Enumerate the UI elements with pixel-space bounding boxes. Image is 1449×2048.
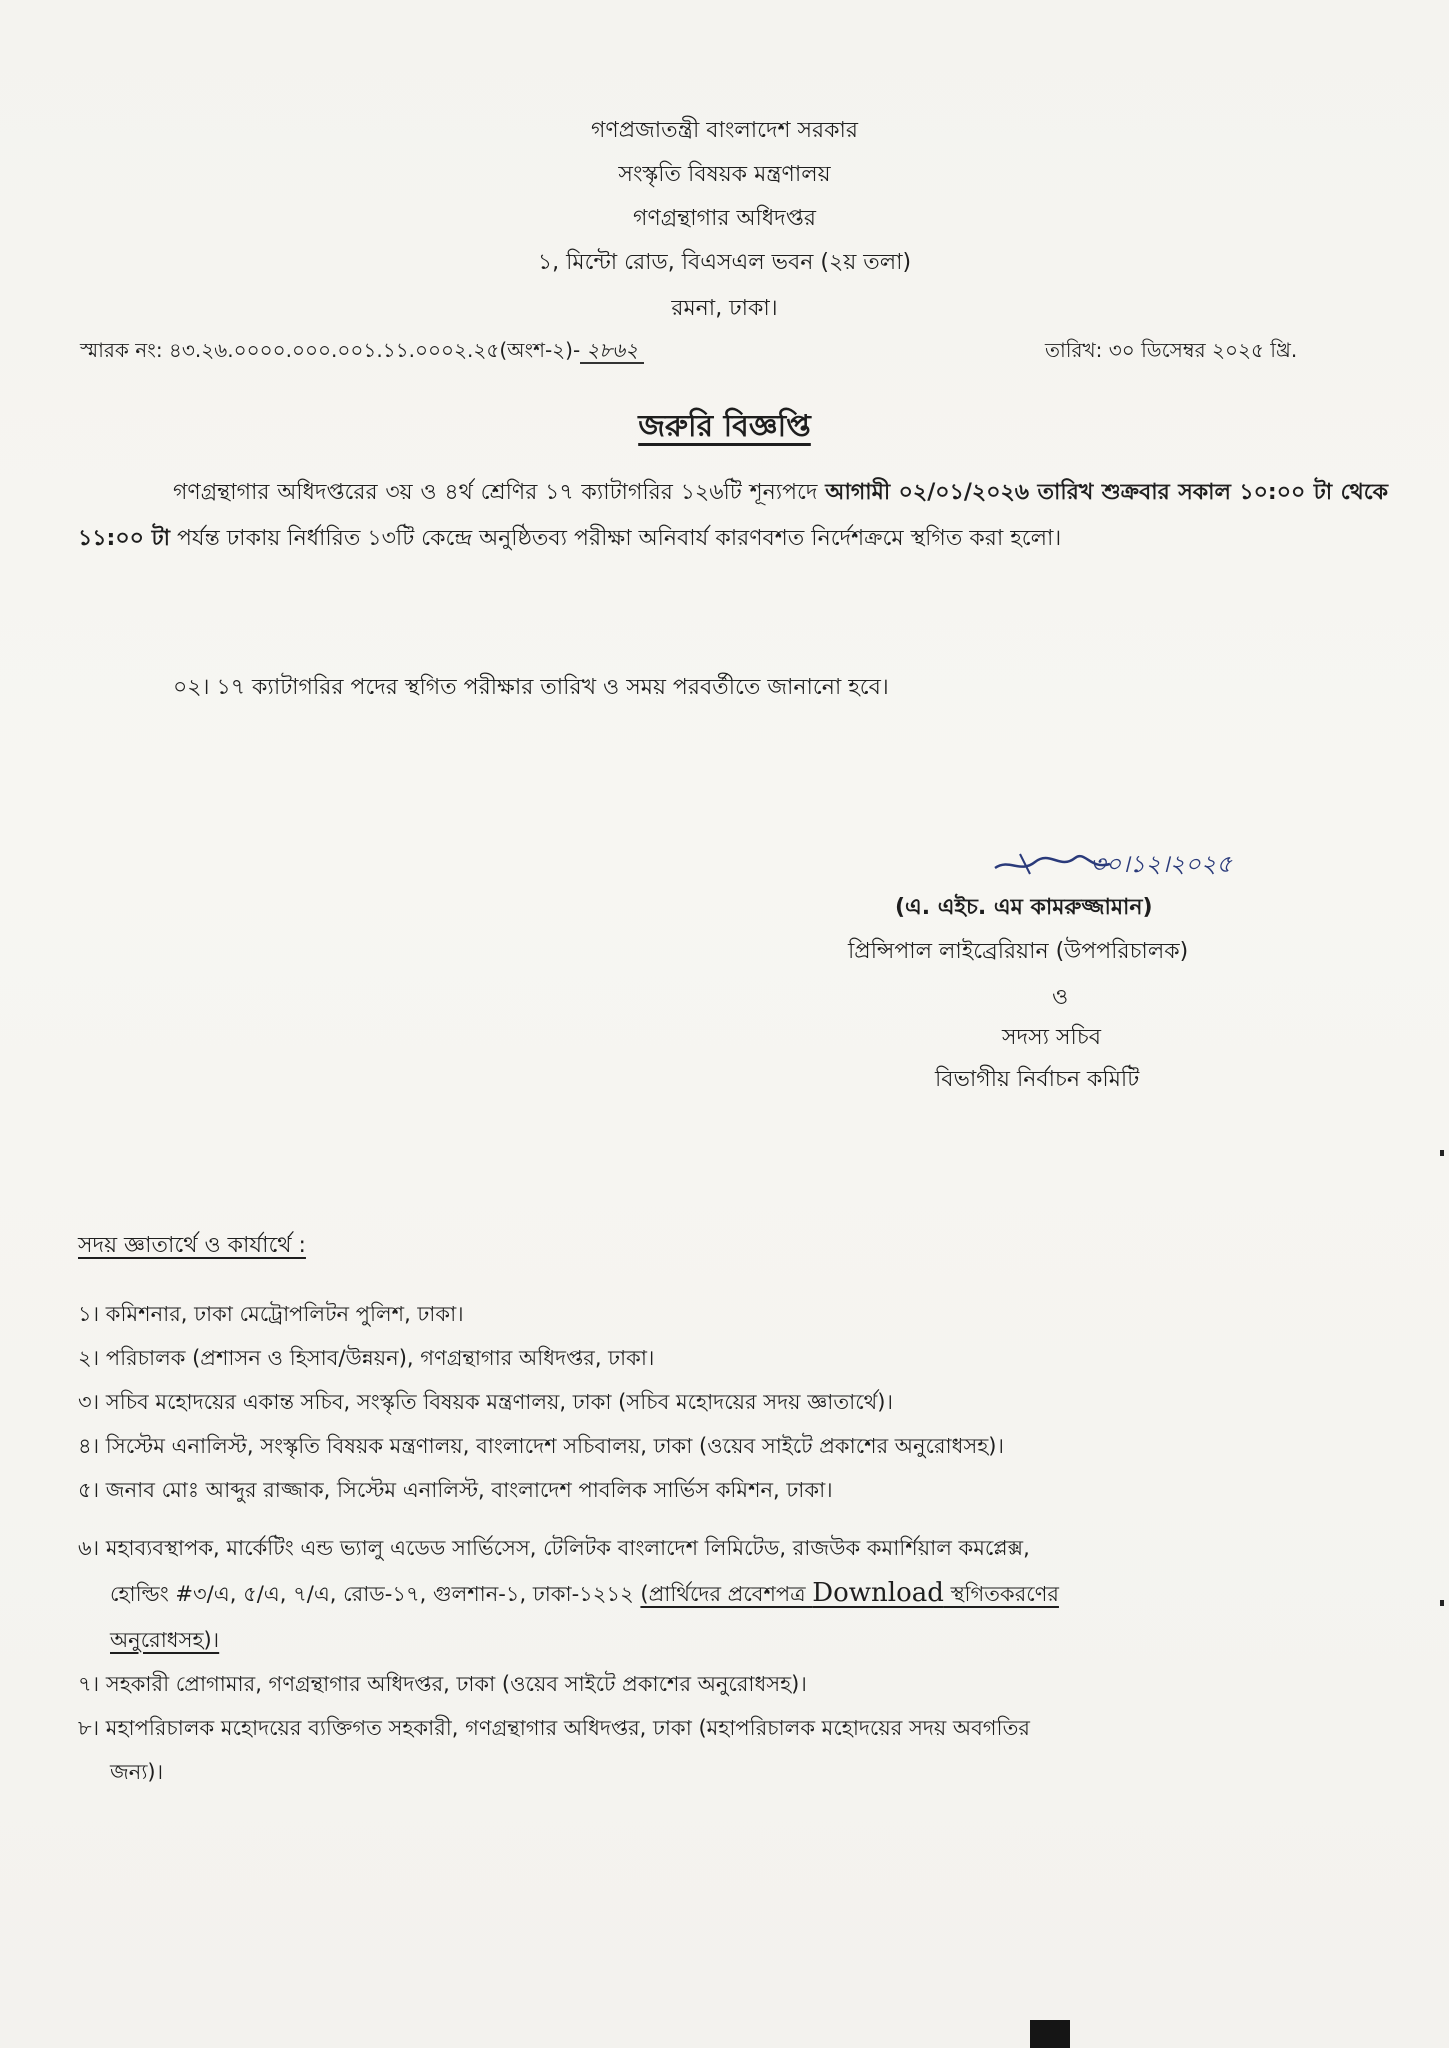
list-item: ১। কমিশনার, ঢাকা মেট্রোপলিটন পুলিশ, ঢাকা। [78, 1302, 464, 1326]
list-item-8-line-2: জন্য)। [110, 1760, 164, 1784]
item-6-download-word: Download [812, 1578, 944, 1608]
designation-conjunction: ও [1052, 985, 1069, 1010]
item-6-note-part-2: স্থগিতকরণের [943, 1582, 1059, 1606]
list-item: ৩। সচিব মহোদয়ের একান্ত সচিব, সংস্কৃতি বিষয়ক মন্ত্রণালয়, ঢাকা (সচিব মহোদয়ের সদয় জ্ঞাতার্থে)। [78, 1390, 893, 1414]
scan-mark [1440, 1600, 1444, 1606]
memo-number [80, 336, 644, 369]
scan-mark [1440, 1150, 1444, 1156]
list-item-6-line-1: ৬। মহাব্যবস্থাপক, মার্কেটিং এন্ড ভ্যালু এডেড সার্ভিসেস, টেলিটক বাংলাদেশ লিমিটেড, রাজউক কমার্শিয়াল কমপ্লেক্স, [78, 1536, 1030, 1560]
signatory-role: সদস্য সচিব [1002, 1025, 1101, 1050]
header-govt: গণপ্রজাতন্ত্রী বাংলাদেশ সরকার [590, 118, 859, 143]
item-6-note-part-1: (প্রার্থিদের প্রবেশপত্র [640, 1582, 813, 1606]
memo-number-text: স্মারক নং: ৪৩.২৬.০০০০.০০০.০০১.১১.০০০২.২৫(অংশ-২)- [80, 338, 581, 362]
exam-date-time: আগামী ০২/০১/২০২৬ তারিখ শুক্রবার সকাল ১০:০০ টা থেকে ১১:০০ টা [78, 480, 1388, 551]
header-department: গণগ্রন্থাগার অধিদপ্তর [633, 206, 816, 231]
memo-date: তারিখ: ৩০ ডিসেম্বর ২০২৫ খ্রি. [1045, 338, 1298, 362]
handwritten-memo-suffix: ২৮৬২ [580, 338, 644, 364]
distribution-heading: সদয় জ্ঞাতার্থে ও কার্যার্থে : [78, 1233, 306, 1258]
scan-edge-artifact [1030, 2020, 1070, 2048]
list-item: ৪। সিস্টেম এনালিস্ট, সংস্কৃতি বিষয়ক মন্ত্রণালয়, বাংলাদেশ সচিবালয়, ঢাকা (ওয়েব সাইটে প্রকাশের অনুরোধসহ)। [78, 1434, 1004, 1458]
paragraph-1-end: পর্যন্ত ঢাকায় নির্ধারিত ১৩টি কেন্দ্রে অনুষ্ঠিতব্য পরীক্ষা অনিবার্য কারণবশত নির্দেশক্রমে স্থগিত করা হলো। [169, 526, 1062, 551]
list-item: ৭। সহকারী প্রোগামার, গণগ্রন্থাগার অধিদপ্তর, ঢাকা (ওয়েব সাইটে প্রকাশের অনুরোধসহ)। [78, 1672, 807, 1696]
list-item-6-line-3: অনুরোধসহ)। [110, 1628, 220, 1652]
signatory-name: (এ. এইচ. এম কামরুজ্জামান) [895, 895, 1153, 920]
header-city: রমনা, ঢাকা। [671, 296, 778, 321]
list-item: ২। পরিচালক (প্রশাসন ও হিসাব/উন্নয়ন), গণগ্রন্থাগার অধিদপ্তর, ঢাকা। [78, 1346, 655, 1370]
header-ministry: সংস্কৃতি বিষয়ক মন্ত্রণালয় [618, 162, 831, 187]
item-6-address: হোল্ডিং #৩/এ, ৫/এ, ৭/এ, রোড-১৭, গুলশান-১, ঢাকা-১২১২ [110, 1582, 641, 1606]
body-paragraph-2: ০২। ১৭ ক্যাটাগরির পদের স্থগিত পরীক্ষার তারিখ ও সময় পরবর্তীতে জানানো হবে। [173, 675, 889, 700]
signatory-committee: বিভাগীয় নির্বাচন কমিটি [935, 1067, 1140, 1092]
paragraph-1-start: গণগ্রন্থাগার অধিদপ্তরের ৩য় ও ৪র্থ শ্রেণির ১৭ ক্যাটাগরির ১২৬টি শূন্যপদে [173, 480, 826, 505]
list-item: ৫। জনাব মোঃ আব্দুর রাজ্জাক, সিস্টেম এনালিস্ট, বাংলাদেশ পাবলিক সার্ভিস কমিশন, ঢাকা। [78, 1478, 833, 1502]
body-paragraph-1 [78, 470, 1388, 562]
handwritten-sign-date: ৩০।১২।২০২৫ [1090, 850, 1232, 878]
list-item-8-line-1: ৮। মহাপরিচালক মহোদয়ের ব্যক্তিগত সহকারী, গণগ্রন্থাগার অধিদপ্তর, ঢাকা (মহাপরিচালক মহোদয়ের সদয় অবগতির [78, 1716, 1030, 1740]
list-item-6-line-2 [110, 1578, 1059, 1613]
signatory-designation: প্রিন্সিপাল লাইব্রেরিয়ান (উপপরিচালক) [848, 939, 1189, 964]
header-address: ১, মিন্টো রোড, বিএসএল ভবন (২য় তলা) [537, 250, 912, 275]
notice-title: জরুরি বিজ্ঞপ্তি [638, 409, 811, 444]
